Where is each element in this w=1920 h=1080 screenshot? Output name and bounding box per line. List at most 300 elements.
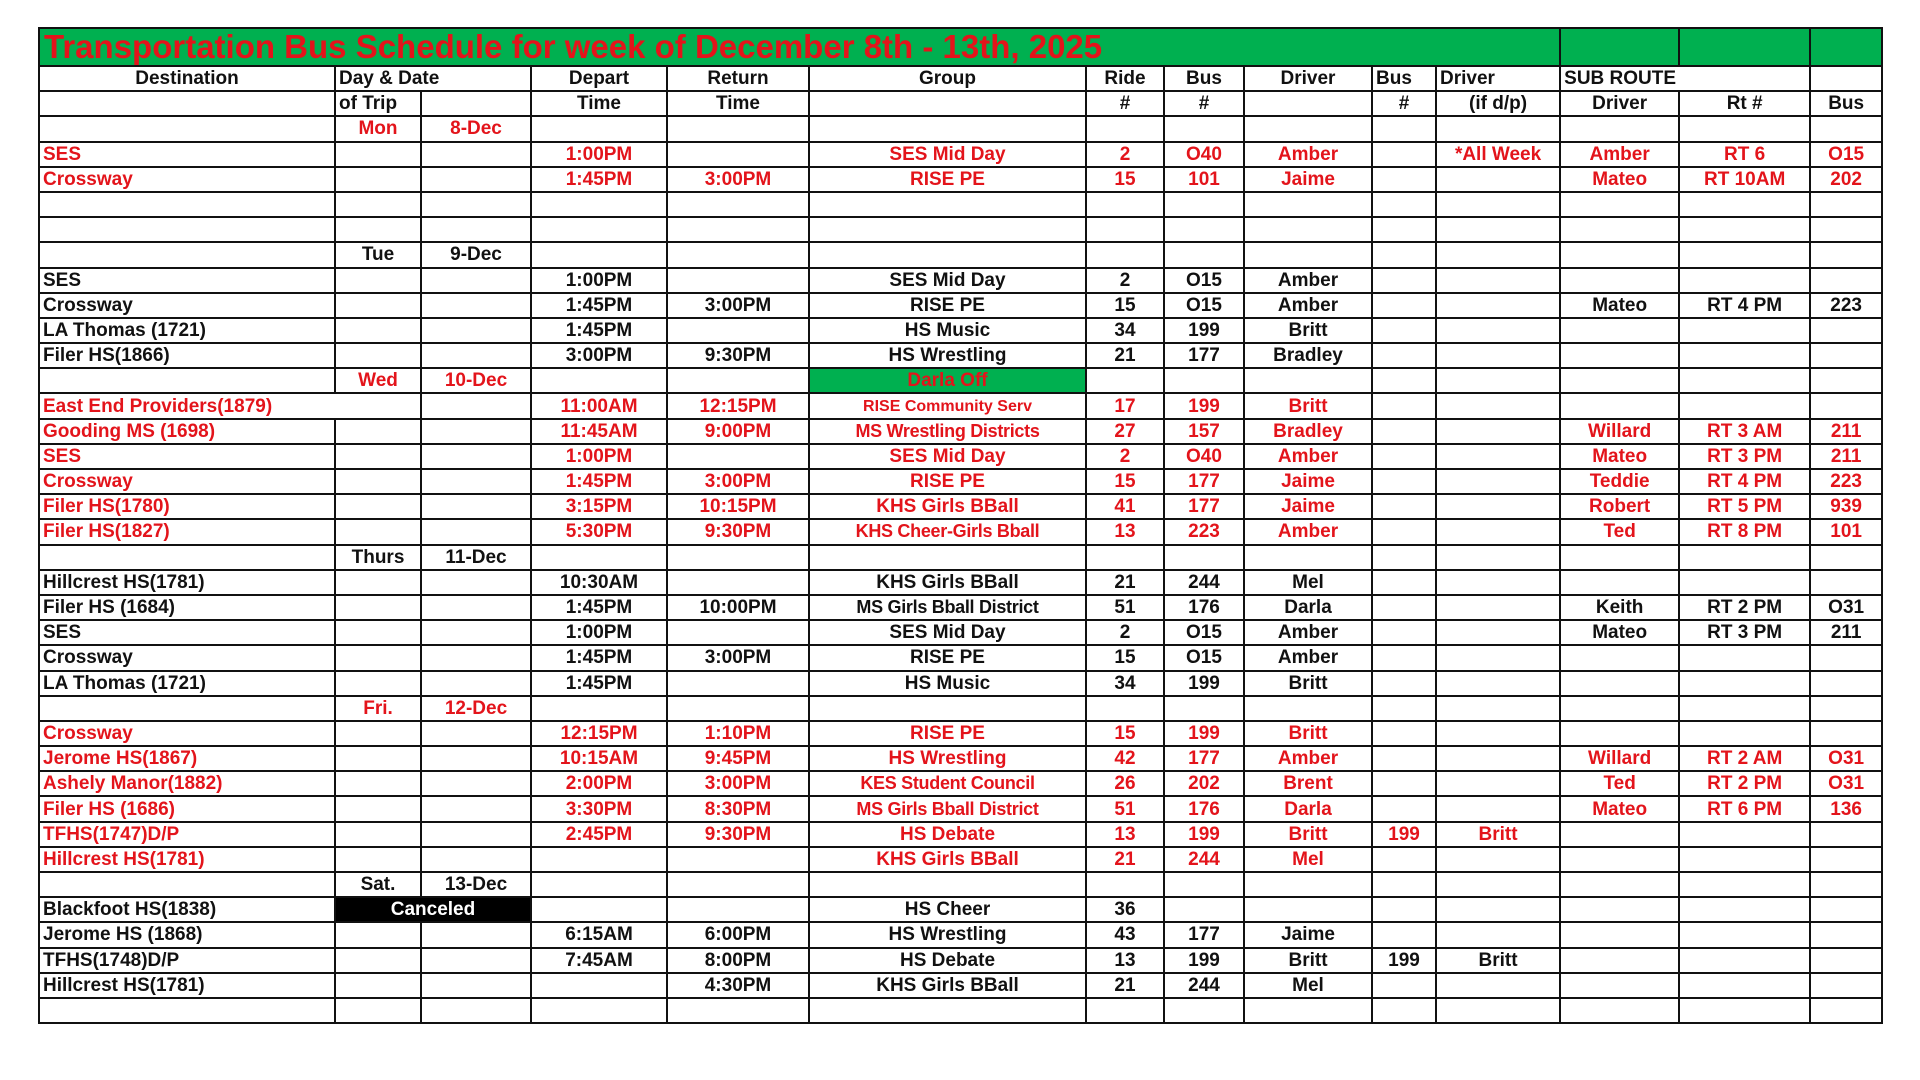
return-time-cell: 12:15PM (667, 393, 809, 418)
empty-cell (531, 998, 667, 1023)
empty-cell (1436, 872, 1560, 897)
header-depart-time: Time (531, 91, 667, 116)
empty-cell (1086, 545, 1164, 570)
bus-number-cell: 199 (1164, 721, 1244, 746)
return-time-cell (667, 671, 809, 696)
empty-cell (421, 343, 531, 368)
empty-cell (421, 192, 531, 217)
driver-cell: Amber (1244, 519, 1372, 544)
sub-bus-cell (1810, 847, 1882, 872)
return-time-cell: 9:00PM (667, 419, 809, 444)
driver-cell: Amber (1244, 444, 1372, 469)
destination-cell: East End Providers(1879) (39, 393, 335, 418)
sub-driver-cell (1560, 897, 1679, 922)
empty-cell (335, 822, 421, 847)
empty-cell (335, 922, 421, 947)
sub-driver-cell (1560, 645, 1679, 670)
header-of-trip: of Trip (335, 91, 421, 116)
empty-cell (1372, 368, 1436, 393)
depart-time-cell: 1:45PM (531, 318, 667, 343)
empty-cell (1086, 192, 1164, 217)
depart-time-cell: 1:45PM (531, 595, 667, 620)
driver-if-dp-cell (1436, 519, 1560, 544)
group-cell: HS Music (809, 318, 1086, 343)
day-header-row (39, 872, 1882, 897)
empty-cell (1372, 998, 1436, 1023)
bus-number-cell: 244 (1164, 847, 1244, 872)
route-number-cell: RT 6 (1679, 142, 1810, 167)
sub-driver-cell: Amber (1560, 142, 1679, 167)
empty-cell (335, 293, 421, 318)
empty-cell (531, 242, 667, 267)
bus-number-cell: 199 (1164, 393, 1244, 418)
group-cell: KHS Girls BBall (809, 847, 1086, 872)
trip-row (39, 318, 1882, 343)
empty-cell (335, 671, 421, 696)
empty-cell (667, 998, 809, 1023)
depart-time-cell: 1:00PM (531, 620, 667, 645)
ride-number-cell: 15 (1086, 293, 1164, 318)
driver-cell: Darla (1244, 595, 1372, 620)
ride-number-cell: 13 (1086, 822, 1164, 847)
empty-cell (1436, 116, 1560, 141)
destination-cell: Crossway (39, 469, 335, 494)
empty-cell (1372, 545, 1436, 570)
bus-number-cell (1164, 897, 1244, 922)
route-number-cell: RT 2 PM (1679, 771, 1810, 796)
header-blank (1244, 91, 1372, 116)
blank-row (39, 192, 1882, 217)
route-number-cell (1679, 268, 1810, 293)
driver-cell: Amber (1244, 268, 1372, 293)
empty-cell (1164, 217, 1244, 242)
sub-driver-cell: Mateo (1560, 293, 1679, 318)
driver-if-dp-cell (1436, 444, 1560, 469)
depart-time-cell: 1:45PM (531, 469, 667, 494)
route-number-cell: RT 4 PM (1679, 469, 1810, 494)
empty-cell (1244, 217, 1372, 242)
bus-2-cell (1372, 469, 1436, 494)
day-label: Tue (335, 242, 421, 267)
group-cell: MS Wrestling Districts (809, 419, 1086, 444)
destination-cell: LA Thomas (1721) (39, 318, 335, 343)
sub-bus-cell: 211 (1810, 444, 1882, 469)
driver-off-note: Darla Off (809, 368, 1086, 393)
empty-cell (1810, 872, 1882, 897)
empty-cell (1086, 696, 1164, 721)
trip-row (39, 822, 1882, 847)
empty-cell (531, 116, 667, 141)
ride-number-cell: 21 (1086, 570, 1164, 595)
bus-number-cell: 199 (1164, 671, 1244, 696)
trip-row (39, 897, 1882, 922)
ride-number-cell: 2 (1086, 142, 1164, 167)
empty-cell (1810, 242, 1882, 267)
depart-time-cell: 12:15PM (531, 721, 667, 746)
ride-number-cell: 13 (1086, 948, 1164, 973)
header-rt-number: Rt # (1679, 91, 1810, 116)
empty-cell (1244, 545, 1372, 570)
group-cell: RISE Community Serv (809, 393, 1086, 418)
driver-if-dp-cell (1436, 973, 1560, 998)
bus-2-cell (1372, 293, 1436, 318)
bus-number-cell: 223 (1164, 519, 1244, 544)
route-number-cell: RT 8 PM (1679, 519, 1810, 544)
empty-cell (1560, 696, 1679, 721)
bus-2-cell (1372, 922, 1436, 947)
depart-time-cell: 1:00PM (531, 444, 667, 469)
ride-number-cell: 15 (1086, 721, 1164, 746)
route-number-cell (1679, 721, 1810, 746)
ride-number-cell: 26 (1086, 771, 1164, 796)
empty-cell (39, 998, 335, 1023)
depart-time-cell: 7:45AM (531, 948, 667, 973)
empty-cell (1810, 696, 1882, 721)
empty-cell (335, 847, 421, 872)
bus-2-cell (1372, 847, 1436, 872)
sub-bus-cell (1810, 645, 1882, 670)
empty-cell (1164, 368, 1244, 393)
empty-cell (421, 771, 531, 796)
empty-cell (335, 948, 421, 973)
empty-cell (1810, 998, 1882, 1023)
day-header-row (39, 545, 1882, 570)
empty-cell (421, 494, 531, 519)
sub-driver-cell (1560, 948, 1679, 973)
sub-driver-cell (1560, 822, 1679, 847)
trip-row (39, 268, 1882, 293)
empty-cell (1560, 368, 1679, 393)
depart-time-cell: 10:15AM (531, 746, 667, 771)
driver-cell: Amber (1244, 142, 1372, 167)
header-return-time: Time (667, 91, 809, 116)
empty-cell (421, 293, 531, 318)
driver-cell: Britt (1244, 393, 1372, 418)
sub-bus-cell: 202 (1810, 167, 1882, 192)
destination-cell: Ashely Manor(1882) (39, 771, 335, 796)
driver-if-dp-cell (1436, 645, 1560, 670)
driver-cell (1244, 897, 1372, 922)
return-time-cell: 3:00PM (667, 293, 809, 318)
sub-bus-cell (1810, 897, 1882, 922)
route-number-cell (1679, 973, 1810, 998)
empty-cell (531, 696, 667, 721)
group-cell: SES Mid Day (809, 142, 1086, 167)
empty-cell (335, 444, 421, 469)
bus-number-cell: 176 (1164, 796, 1244, 821)
empty-cell (1372, 696, 1436, 721)
trip-row (39, 519, 1882, 544)
depart-time-cell (531, 847, 667, 872)
ride-number-cell: 27 (1086, 419, 1164, 444)
header-blank (809, 91, 1086, 116)
bus-2-cell (1372, 393, 1436, 418)
driver-if-dp-cell (1436, 494, 1560, 519)
group-cell: HS Debate (809, 822, 1086, 847)
empty-cell (1560, 217, 1679, 242)
sub-driver-cell: Mateo (1560, 167, 1679, 192)
sub-driver-cell: Mateo (1560, 444, 1679, 469)
trip-row (39, 393, 1882, 418)
driver-if-dp-cell (1436, 570, 1560, 595)
trip-row (39, 645, 1882, 670)
empty-cell (1086, 368, 1164, 393)
ride-number-cell: 17 (1086, 393, 1164, 418)
destination-cell: SES (39, 444, 335, 469)
destination-cell: SES (39, 268, 335, 293)
group-cell: HS Cheer (809, 897, 1086, 922)
depart-time-cell: 11:00AM (531, 393, 667, 418)
empty-cell (1679, 192, 1810, 217)
sub-driver-cell: Willard (1560, 419, 1679, 444)
bus-number-cell: O40 (1164, 444, 1244, 469)
trip-row (39, 746, 1882, 771)
day-label: Sat. (335, 872, 421, 897)
bus-number-cell: 176 (1164, 595, 1244, 620)
return-time-cell: 9:30PM (667, 822, 809, 847)
empty-cell (1164, 696, 1244, 721)
sub-driver-cell (1560, 922, 1679, 947)
empty-cell (667, 696, 809, 721)
header-sub-route: SUB ROUTE (1560, 66, 1810, 91)
sub-bus-cell: 223 (1810, 293, 1882, 318)
bus-number-cell: 101 (1164, 167, 1244, 192)
empty-cell (1810, 545, 1882, 570)
group-cell: RISE PE (809, 721, 1086, 746)
empty-cell (421, 595, 531, 620)
empty-cell (1086, 217, 1164, 242)
return-time-cell (667, 570, 809, 595)
trip-row (39, 494, 1882, 519)
empty-cell (335, 645, 421, 670)
empty-cell (335, 318, 421, 343)
destination-cell: Hillcrest HS(1781) (39, 570, 335, 595)
destination-cell: Crossway (39, 167, 335, 192)
empty-cell (421, 318, 531, 343)
trip-row (39, 922, 1882, 947)
empty-cell (335, 973, 421, 998)
driver-if-dp-cell (1436, 847, 1560, 872)
empty-cell (421, 419, 531, 444)
depart-time-cell: 3:30PM (531, 796, 667, 821)
empty-cell (39, 242, 335, 267)
route-number-cell (1679, 343, 1810, 368)
depart-time-cell: 1:00PM (531, 142, 667, 167)
empty-cell (1679, 545, 1810, 570)
empty-cell (421, 620, 531, 645)
empty-cell (421, 922, 531, 947)
route-number-cell: RT 4 PM (1679, 293, 1810, 318)
driver-if-dp-cell (1436, 167, 1560, 192)
bus-2-cell (1372, 595, 1436, 620)
empty-cell (1372, 872, 1436, 897)
bus-2-cell (1372, 796, 1436, 821)
title-blank-cell (1679, 28, 1810, 66)
sub-driver-cell (1560, 343, 1679, 368)
empty-cell (421, 167, 531, 192)
empty-cell (1436, 192, 1560, 217)
sub-driver-cell: Mateo (1560, 796, 1679, 821)
depart-time-cell: 1:45PM (531, 293, 667, 318)
driver-cell: Mel (1244, 570, 1372, 595)
empty-cell (1164, 192, 1244, 217)
header-driver-2: Driver (1436, 66, 1560, 91)
group-cell: KHS Girls BBall (809, 570, 1086, 595)
group-cell: KHS Girls BBall (809, 494, 1086, 519)
return-time-cell: 4:30PM (667, 973, 809, 998)
date-label: 12-Dec (421, 696, 531, 721)
bus-2-cell (1372, 519, 1436, 544)
ride-number-cell: 15 (1086, 167, 1164, 192)
route-number-cell: RT 5 PM (1679, 494, 1810, 519)
header-if-dp: (if d/p) (1436, 91, 1560, 116)
day-header-row (39, 116, 1882, 141)
sub-bus-cell (1810, 948, 1882, 973)
driver-if-dp-cell (1436, 343, 1560, 368)
trip-row (39, 142, 1882, 167)
empty-cell (335, 494, 421, 519)
date-label: 10-Dec (421, 368, 531, 393)
ride-number-cell: 34 (1086, 671, 1164, 696)
ride-number-cell: 34 (1086, 318, 1164, 343)
empty-cell (1679, 696, 1810, 721)
empty-cell (421, 973, 531, 998)
empty-cell (1436, 217, 1560, 242)
empty-cell (1372, 242, 1436, 267)
depart-time-cell: 2:00PM (531, 771, 667, 796)
sub-driver-cell (1560, 973, 1679, 998)
return-time-cell: 9:45PM (667, 746, 809, 771)
depart-time-cell: 1:00PM (531, 268, 667, 293)
empty-cell (335, 771, 421, 796)
empty-cell (667, 192, 809, 217)
destination-cell: Blackfoot HS(1838) (39, 897, 335, 922)
schedule-title: Transportation Bus Schedule for week of December 8th - 13th, 2025 (39, 28, 1560, 66)
empty-cell (1560, 545, 1679, 570)
empty-cell (531, 192, 667, 217)
title-blank-cell (1810, 28, 1882, 66)
empty-cell (421, 444, 531, 469)
empty-cell (421, 796, 531, 821)
trip-row (39, 167, 1882, 192)
empty-cell (335, 519, 421, 544)
empty-cell (335, 393, 421, 418)
day-label: Wed (335, 368, 421, 393)
sub-bus-cell: O31 (1810, 746, 1882, 771)
destination-cell: SES (39, 142, 335, 167)
depart-time-cell: 10:30AM (531, 570, 667, 595)
empty-cell (531, 368, 667, 393)
header-return: Return (667, 66, 809, 91)
bus-2-cell (1372, 973, 1436, 998)
depart-time-cell: 1:45PM (531, 167, 667, 192)
return-time-cell: 3:00PM (667, 771, 809, 796)
empty-cell (1810, 192, 1882, 217)
sub-bus-cell (1810, 393, 1882, 418)
empty-cell (1560, 998, 1679, 1023)
empty-cell (335, 192, 421, 217)
bus-2-cell (1372, 268, 1436, 293)
bus-2-cell (1372, 444, 1436, 469)
route-number-cell: RT 2 AM (1679, 746, 1810, 771)
group-cell: RISE PE (809, 167, 1086, 192)
header-destination: Destination (39, 66, 335, 91)
empty-cell (1679, 116, 1810, 141)
driver-cell: Mel (1244, 973, 1372, 998)
blank-row (39, 217, 1882, 242)
driver-cell: Jaime (1244, 167, 1372, 192)
day-header-row (39, 242, 1882, 267)
driver-if-dp-cell (1436, 318, 1560, 343)
destination-cell: SES (39, 620, 335, 645)
trip-row (39, 771, 1882, 796)
header-bus-2-number: # (1372, 91, 1436, 116)
sub-driver-cell: Willard (1560, 746, 1679, 771)
ride-number-cell: 15 (1086, 469, 1164, 494)
empty-cell (335, 142, 421, 167)
empty-cell (335, 419, 421, 444)
destination-cell: Gooding MS (1698) (39, 419, 335, 444)
destination-cell: Filer HS (1684) (39, 595, 335, 620)
bus-number-cell: 199 (1164, 318, 1244, 343)
destination-cell: TFHS(1747)D/P (39, 822, 335, 847)
trip-row (39, 721, 1882, 746)
sub-bus-cell (1810, 922, 1882, 947)
bus-2-cell (1372, 746, 1436, 771)
sub-bus-cell (1810, 318, 1882, 343)
driver-cell: Mel (1244, 847, 1372, 872)
header-depart: Depart (531, 66, 667, 91)
header-blank (421, 91, 531, 116)
bus-2-cell (1372, 318, 1436, 343)
route-number-cell: RT 3 PM (1679, 444, 1810, 469)
empty-cell (1164, 116, 1244, 141)
bus-number-cell: 177 (1164, 746, 1244, 771)
sub-bus-cell: 101 (1810, 519, 1882, 544)
trip-row (39, 444, 1882, 469)
group-cell: RISE PE (809, 469, 1086, 494)
header-group: Group (809, 66, 1086, 91)
sub-bus-cell (1810, 822, 1882, 847)
driver-cell: Darla (1244, 796, 1372, 821)
depart-time-cell: 11:45AM (531, 419, 667, 444)
route-number-cell: RT 2 PM (1679, 595, 1810, 620)
return-time-cell: 10:00PM (667, 595, 809, 620)
bus-number-cell: 199 (1164, 822, 1244, 847)
empty-cell (1244, 872, 1372, 897)
route-number-cell (1679, 948, 1810, 973)
driver-if-dp-cell (1436, 671, 1560, 696)
trip-row (39, 595, 1882, 620)
driver-cell: Britt (1244, 948, 1372, 973)
ride-number-cell: 51 (1086, 796, 1164, 821)
sub-driver-cell: Mateo (1560, 620, 1679, 645)
sub-bus-cell (1810, 671, 1882, 696)
trip-row (39, 343, 1882, 368)
empty-cell (1244, 998, 1372, 1023)
empty-cell (335, 217, 421, 242)
ride-number-cell: 36 (1086, 897, 1164, 922)
empty-cell (421, 671, 531, 696)
bus-number-cell: O40 (1164, 142, 1244, 167)
destination-cell: Crossway (39, 645, 335, 670)
sub-bus-cell (1810, 721, 1882, 746)
header-row-2 (39, 91, 1882, 116)
group-cell: KHS Girls BBall (809, 973, 1086, 998)
sub-driver-cell: Ted (1560, 771, 1679, 796)
bus-number-cell: 157 (1164, 419, 1244, 444)
empty-cell (421, 469, 531, 494)
